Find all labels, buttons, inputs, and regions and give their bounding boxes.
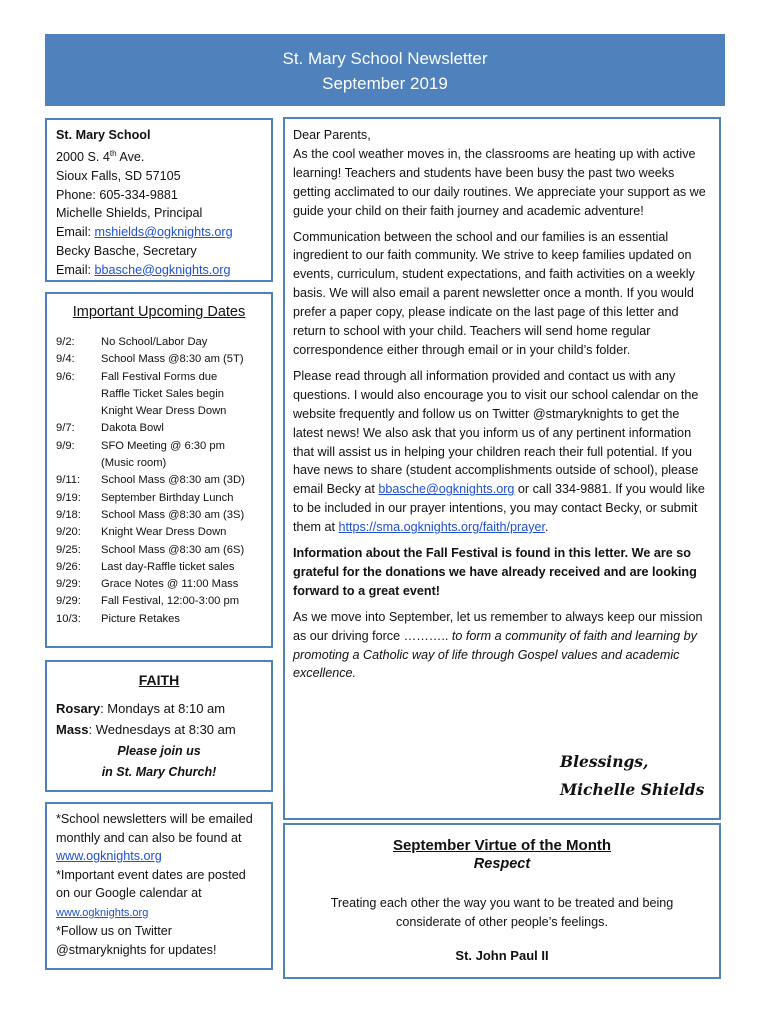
virtue-definition: Treating each other the way you want to be treated and being considerate of other people’s feelings. [330, 896, 674, 929]
date-label: 9/29: [56, 578, 81, 591]
virtue-name: Respect [473, 856, 531, 872]
principal-email-link[interactable]: mshields@ogknights.org [94, 225, 233, 240]
date-label: 9/18: [56, 508, 81, 521]
date-row [56, 420, 262, 437]
date-label [56, 386, 101, 403]
date-event: Dakota Bowl [101, 422, 164, 435]
signature-blessings: Blessings, [560, 752, 649, 771]
letter-paragraph-2: Communication between the school and our families is an essential ingredient to our faith community. We strive to keep families updated on events, curriculum, student expectations, and faith activities on a weekly basis. We will also email a parent newsletter once a month. If you would prefer a paper copy, please indicate on the last page of this letter and return to school with your child. Teachers will send home regular correspondence either through email or in your child’s folder. [293, 229, 695, 357]
school-address: 2000 S. 4th Ave. [56, 148, 145, 164]
secretary-name: Becky Basche, Secretary [56, 243, 197, 258]
virtue-box [283, 823, 721, 979]
date-row [56, 334, 262, 351]
date-row [56, 559, 262, 576]
prayer-link[interactable]: https://sma.ogknights.org/faith/prayer [338, 520, 546, 535]
newsletter-title: St. Mary School Newsletter [282, 49, 488, 68]
date-event: School Mass @8:30 am (5T) [101, 353, 244, 366]
dates-title: Important Upcoming Dates [72, 304, 246, 320]
date-label: 9/26: [56, 560, 81, 573]
newsletter-date: September 2019 [322, 74, 448, 93]
date-label: 9/2: [56, 336, 75, 348]
date-label: 10/3: [56, 612, 81, 625]
date-list [56, 334, 262, 628]
note-twitter: *Follow us on Twitter @stmaryknights for updates! [56, 924, 217, 957]
school-name: St. Mary School [56, 128, 151, 142]
faith-title: FAITH [138, 672, 180, 688]
date-label [56, 403, 101, 420]
date-row [56, 369, 262, 386]
letter-paragraph-4: Information about the Fall Festival is found in this letter. We are so grateful for the donations we have already received and are looking forward to a great event! [293, 546, 697, 598]
rosary-line: Rosary: Mondays at 8:10 am [56, 700, 226, 716]
date-label: 9/7: [56, 422, 75, 435]
website-link[interactable]: www.ogknights.org [56, 849, 162, 863]
date-event: Knight Wear Dress Down [101, 405, 227, 418]
notes-box [45, 802, 273, 970]
mass-line: Mass: Wednesdays at 8:30 am [56, 722, 236, 737]
letter-paragraph-1: As the cool weather moves in, the classrooms are heating up with active learning! Teachers and students have been busy the past two weeks getting acclimated to our daily routines. We appreciate your support as we guide your child on their faith journey and academic adventure! [293, 146, 706, 218]
date-row [56, 576, 262, 593]
date-label: 9/4: [56, 353, 75, 366]
faith-box [45, 660, 273, 792]
date-event: No School/Labor Day [101, 336, 208, 348]
date-row [56, 438, 262, 455]
school-city: Sioux Falls, SD 57105 [56, 168, 181, 183]
date-event: SFO Meeting @ 6:30 pm [101, 439, 225, 452]
date-event: Last day-Raffle ticket sales [101, 560, 235, 573]
date-label: 9/29: [56, 595, 81, 608]
date-event: (Music room) [101, 457, 167, 470]
date-row [56, 490, 262, 507]
secretary-email-link-2[interactable]: bbasche@ogknights.org [378, 482, 515, 497]
note-calendar: *Important event dates are posted on our Google calendar at www.ogknights.org [56, 867, 246, 919]
date-row [56, 524, 262, 541]
virtue-author: St. John Paul II [455, 947, 549, 963]
secretary-email-link[interactable]: bbasche@ogknights.org [94, 262, 231, 277]
date-event: September Birthday Lunch [101, 491, 234, 504]
date-event: School Mass @8:30 am (3S) [101, 508, 245, 521]
letter-paragraph-3: Please read through all information provided and contact us with any questions. I would also encourage you to visit our school calendar on the website frequently and follow us on Twitter @stmaryknights to get the latest news! We also ask that you inform us of any pertinent information that will assist us in helping your children reach their full potential. If you have news to share (student accomplishments outside of school), please email Becky at bbasche@ogknights.org or call 334-9881. If you would like to be included in our prayer intentions, you may contact Becky, or submit them at https://sma.ogknights.org/faith/prayer. [293, 368, 705, 535]
date-row [56, 472, 262, 489]
date-row [56, 593, 262, 610]
date-label: 9/9: [56, 439, 75, 452]
secretary-email-line: Email: bbasche@ogknights.org [56, 262, 231, 277]
letter-paragraph-5: As we move into September, let us remember to always keep our mission as our driving force ……….. to form a community of faith and learning by promoting a Catholic way of life through Gospel values and academic excellence. [293, 609, 703, 681]
date-label: 9/20: [56, 526, 81, 539]
virtue-title: September Virtue of the Month [392, 837, 612, 854]
letter-box [283, 117, 721, 820]
date-row [56, 507, 262, 524]
date-label: 9/6: [56, 370, 75, 383]
school-phone: Phone: 605-334-9881 [56, 187, 178, 202]
date-label: 9/25: [56, 543, 81, 556]
note-newsletters: *School newsletters will be emailed monthly and can also be found at www.ogknights.org [56, 812, 253, 863]
date-event: Fall Festival Forms due [101, 370, 218, 383]
date-row [56, 386, 262, 403]
principal-email-line: Email: mshields@ogknights.org [56, 225, 233, 240]
date-event: Knight Wear Dress Down [101, 526, 227, 539]
join-line-2: in St. Mary Church! [101, 765, 217, 779]
date-label: 9/11: [56, 474, 81, 487]
principal-name: Michelle Shields, Principal [56, 206, 203, 221]
date-row [56, 455, 262, 472]
date-row [56, 542, 262, 559]
date-event: School Mass @8:30 am (3D) [101, 474, 245, 487]
date-label: 9/19: [56, 491, 81, 504]
signature-name: Michelle Shields [560, 780, 705, 799]
date-label [56, 455, 101, 472]
date-row [56, 351, 262, 368]
calendar-link[interactable]: www.ogknights.org [56, 906, 149, 919]
date-event: Fall Festival, 12:00-3:00 pm [101, 595, 240, 608]
date-event: School Mass @8:30 am (6S) [101, 543, 245, 556]
date-row [56, 403, 262, 420]
upcoming-dates-box [45, 292, 273, 648]
join-line-1: Please join us [117, 743, 201, 758]
date-event: Raffle Ticket Sales begin [101, 387, 224, 400]
newsletter-banner [45, 34, 725, 106]
date-event: Grace Notes @ 11:00 Mass [101, 578, 239, 591]
date-row [56, 611, 262, 628]
letter-greeting: Dear Parents, [293, 128, 371, 142]
contact-box [45, 118, 273, 282]
date-event: Picture Retakes [101, 612, 180, 625]
